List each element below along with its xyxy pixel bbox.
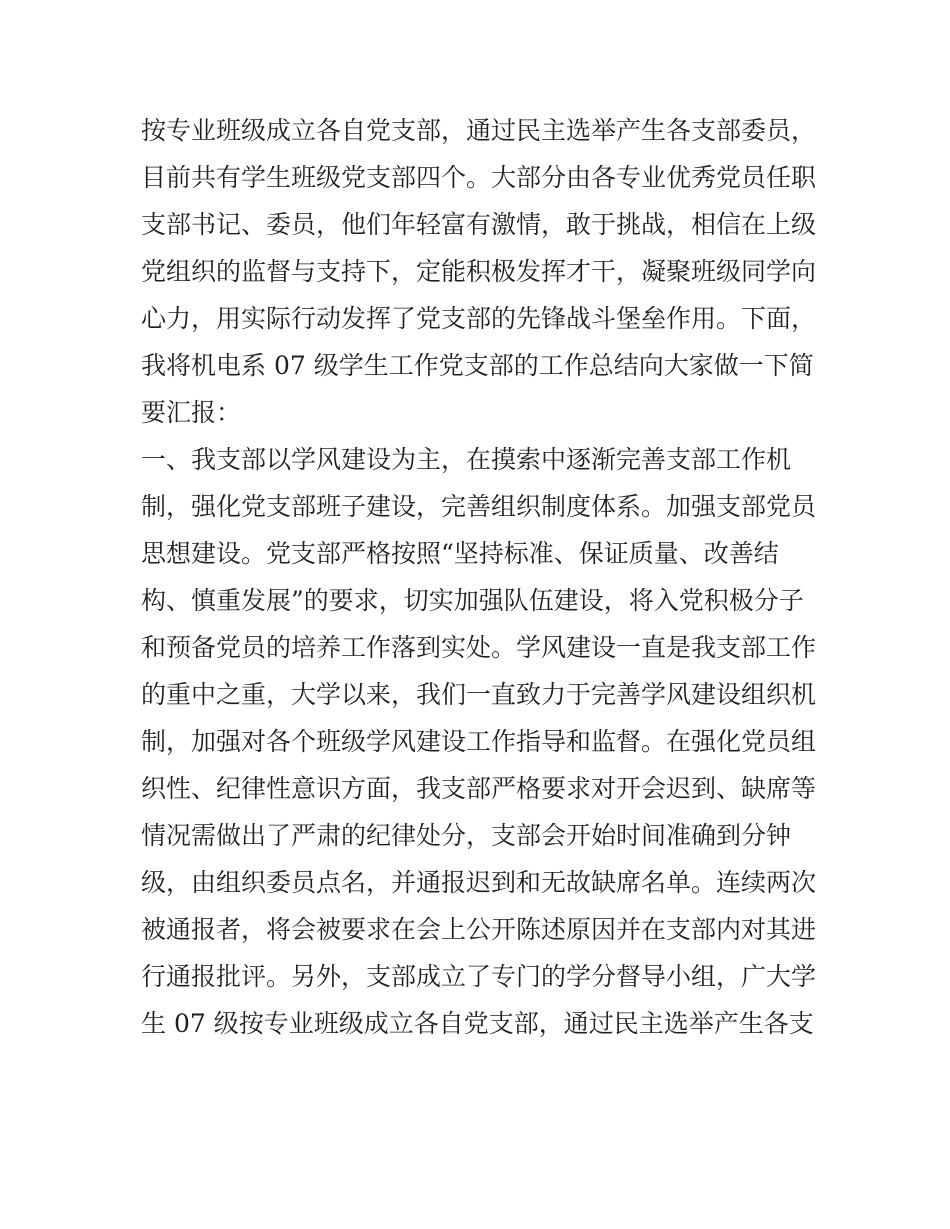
text-line: 的重中之重，大学以来，我们一直致力于完善学风建设组织机 [141, 680, 817, 709]
text-line: 级，由组织委员点名，并通报迟到和无故缺席名单。连续两次 [141, 868, 817, 897]
text-line: 行通报批评。另外，支部成立了专门的学分督导小组，广大学 [141, 962, 817, 991]
text-line: 一、我支部以学风建设为主，在摸索中逐渐完善支部工作机 [141, 445, 792, 474]
text-line: 目前共有学生班级党支部四个。大部分由各专业优秀党员任职 [141, 163, 817, 192]
text-line: 党组织的监督与支持下，定能积极发挥才干，凝聚班级同学向 [141, 257, 817, 286]
text-line: 思想建设。党支部严格按照“坚持标准、保证质量、改善结 [141, 539, 779, 568]
text-line: 构、慎重发展”的要求，切实加强队伍建设，将入党积极分子 [141, 586, 804, 615]
text-line: 我将机电系 07 级学生工作党支部的工作总结向大家做一下简 [141, 351, 814, 380]
text-line: 心力，用实际行动发挥了党支部的先锋战斗堡垒作用。下面， [141, 304, 817, 333]
text-line: 支部书记、委员，他们年轻富有激情，敢于挑战，相信在上级 [141, 210, 817, 239]
body-text [141, 107, 821, 1047]
text-line: 要汇报： [141, 398, 242, 427]
text-line: 制，强化党支部班子建设，完善组织制度体系。加强支部党员 [141, 492, 817, 521]
text-line: 被通报者，将会被要求在会上公开陈述原因并在支部内对其进 [141, 915, 817, 944]
text-line: 制，加强对各个班级学风建设工作指导和监督。在强化党员组 [141, 727, 817, 756]
text-line: 织性、纪律性意识方面，我支部严格要求对开会迟到、缺席等 [141, 774, 817, 803]
text-line: 和预备党员的培养工作落到实处。学风建设一直是我支部工作 [141, 633, 817, 662]
text-line: 按专业班级成立各自党支部，通过民主选举产生各支部委员， [141, 116, 817, 145]
text-line: 情况需做出了严肃的纪律处分，支部会开始时间准确到分钟 [141, 821, 792, 850]
text-line: 生 07 级按专业班级成立各自党支部，通过民主选举产生各支 [141, 1009, 814, 1038]
